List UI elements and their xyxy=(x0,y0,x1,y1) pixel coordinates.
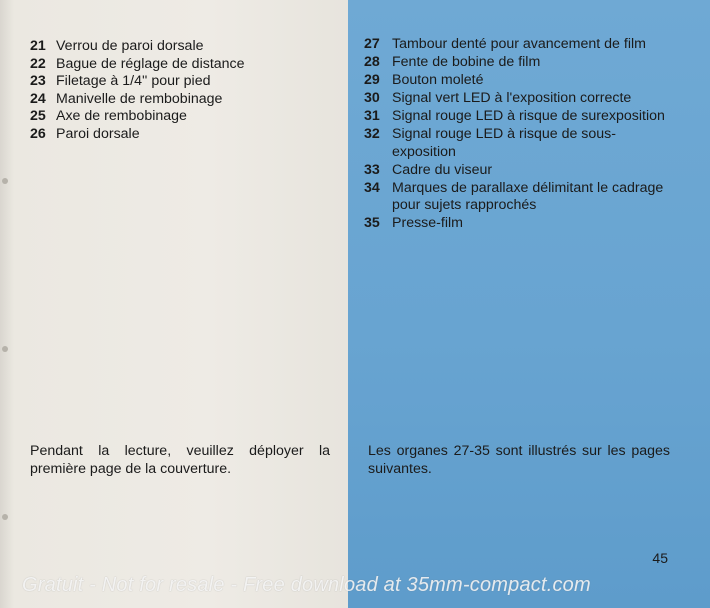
item-label: Bague de réglage de distance xyxy=(56,55,245,72)
binding-hole-mark xyxy=(2,514,8,520)
item-label: Presse-film xyxy=(392,215,463,231)
item-label: Marques de parallaxe délimitant le cadrage pour sujets rapprochés xyxy=(392,179,664,213)
list-item xyxy=(364,180,670,215)
list-item xyxy=(30,126,340,144)
binding-hole-mark xyxy=(2,346,8,352)
list-item xyxy=(364,90,670,108)
item-number: 35 xyxy=(364,215,380,231)
item-label: Signal vert LED à l'exposition correcte xyxy=(392,90,632,106)
list-item xyxy=(364,36,670,54)
item-label: Cadre du viseur xyxy=(392,161,493,178)
item-number: 33 xyxy=(364,161,380,178)
parts-list-right xyxy=(364,36,670,233)
list-item xyxy=(30,73,340,91)
reading-note: Pendant la lecture, veuillez déployer la première page de la couverture. xyxy=(30,443,330,477)
item-number: 28 xyxy=(364,54,380,70)
item-label: Filetage à 1/4'' pour pied xyxy=(56,73,211,89)
item-number: 32 xyxy=(364,126,380,142)
item-label: Tambour denté pour avancement de film xyxy=(392,36,646,52)
item-number: 25 xyxy=(30,108,46,124)
item-label: Fente de bobine de film xyxy=(392,54,541,70)
item-number: 26 xyxy=(30,125,46,142)
item-label: Paroi dorsale xyxy=(56,125,140,142)
list-item xyxy=(364,72,670,90)
illustration-note: Les organes 27-35 sont illustrés sur les pages suivantes. xyxy=(368,443,670,477)
item-number: 21 xyxy=(30,38,46,54)
item-number: 22 xyxy=(30,55,46,72)
item-label: Signal rouge LED à risque de sous-exposition xyxy=(392,126,616,160)
item-number: 29 xyxy=(364,72,380,88)
item-label: Verrou de paroi dorsale xyxy=(56,38,204,54)
item-number: 23 xyxy=(30,73,46,89)
list-item xyxy=(364,215,670,233)
item-label: Bouton moleté xyxy=(392,72,484,88)
item-number: 30 xyxy=(364,90,380,106)
binding-hole-mark xyxy=(2,178,8,184)
item-label: Signal rouge LED à risque de surexposition xyxy=(392,108,665,124)
list-item xyxy=(364,54,670,72)
item-label: Axe de rembobinage xyxy=(56,108,187,124)
list-item xyxy=(364,126,670,161)
item-number: 34 xyxy=(364,179,380,196)
list-item xyxy=(30,108,340,126)
page-number: 45 xyxy=(652,550,668,566)
item-number: 27 xyxy=(364,36,380,52)
item-label: Manivelle de rembobinage xyxy=(56,90,223,107)
download-watermark: Gratuit - Not for resale - Free download at 35mm-compact.com xyxy=(22,574,591,596)
item-number: 24 xyxy=(30,90,46,107)
list-item xyxy=(30,91,340,109)
list-item xyxy=(364,108,670,126)
list-item xyxy=(30,38,340,56)
list-item xyxy=(364,162,670,180)
item-number: 31 xyxy=(364,108,380,124)
parts-list-left xyxy=(30,38,340,143)
list-item xyxy=(30,56,340,74)
